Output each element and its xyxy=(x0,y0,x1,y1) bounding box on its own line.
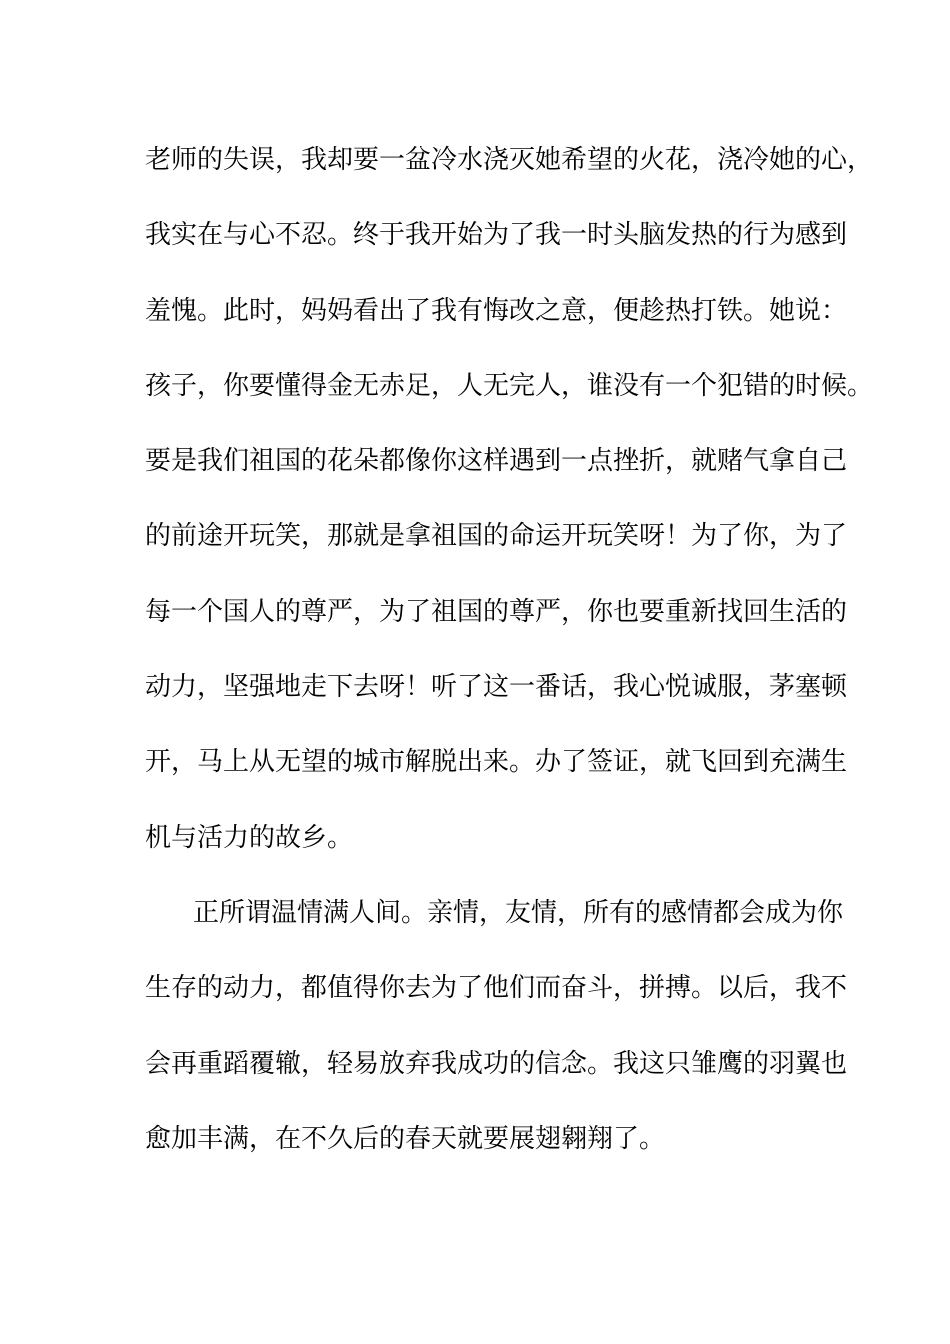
text-line: 机与活力的故乡。 xyxy=(145,822,354,853)
text-line: 愈加丰满，在不久后的春天就要展翅翱翔了。 xyxy=(145,1123,666,1154)
paragraph-first-line: 正所谓温情满人间。亲情，友情，所有的感情都会成为你 xyxy=(193,897,844,928)
text-line: 老师的失误，我却要一盆冷水浇灭她希望的火花，浇冷她的心， xyxy=(145,145,874,175)
text-line: 会再重蹈覆辙，轻易放弃我成功的信念。我这只雏鹰的羽翼也 xyxy=(145,1048,848,1079)
text-line: 开，马上从无望的城市解脱出来。办了签证，就飞回到充满生 xyxy=(145,747,848,778)
text-line: 每一个国人的尊严，为了祖国的尊严，你也要重新找回生活的 xyxy=(145,596,848,627)
text-line: 动力，坚强地走下去呀！听了这一番话，我心悦诚服，茅塞顿 xyxy=(145,672,848,703)
text-line: 要是我们祖国的花朵都像你这样遇到一点挫折，就赌气拿自己 xyxy=(145,446,848,477)
text-line: 的前途开玩笑，那就是拿祖国的命运开玩笑呀！为了你，为了 xyxy=(145,521,848,552)
text-line: 生存的动力，都值得你去为了他们而奋斗，拼搏。以后，我不 xyxy=(145,973,848,1004)
text-line: 我实在与心不忍。终于我开始为了我一时头脑发热的行为感到 xyxy=(145,220,848,251)
text-line: 羞愧。此时，妈妈看出了我有悔改之意，便趁热打铁。她说： xyxy=(145,295,848,326)
body-text xyxy=(145,123,874,1177)
text-line: 孩子，你要懂得金无赤足，人无完人，谁没有一个犯错的时候。 xyxy=(145,370,874,401)
